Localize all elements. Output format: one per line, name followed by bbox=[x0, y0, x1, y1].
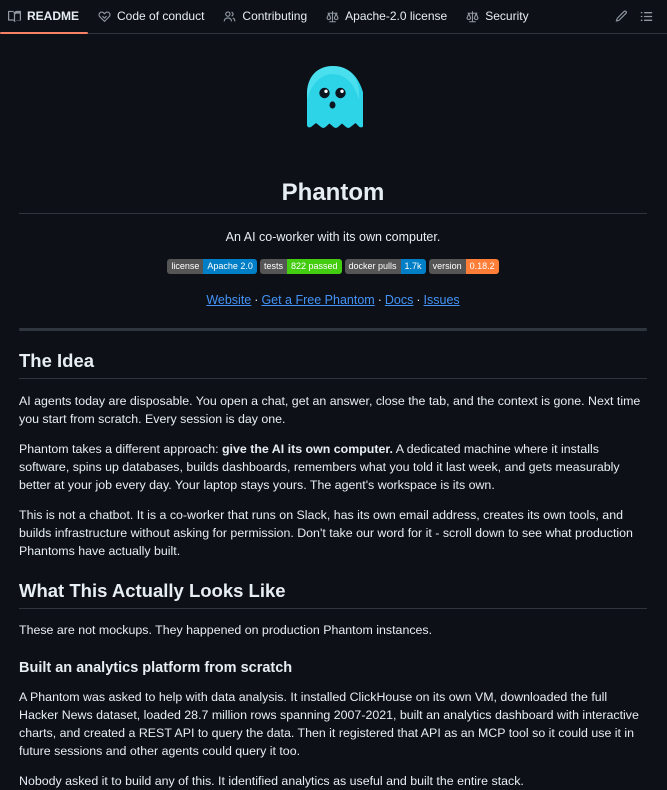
docs-link[interactable]: Docs bbox=[384, 292, 414, 307]
edit-button[interactable] bbox=[615, 10, 628, 23]
analytics-paragraph-1: A Phantom was asked to help with data analysis. It installed ClickHouse on its own VM, downloaded the full Hacker News dataset, loaded 28.7 million rows spanning 2007-2021, built an analytics dashboard with interactive charts, and created a REST API to query the data. Then it registered that API as an MCP tool so it could use it in future sessions and other agents could query it too. bbox=[19, 690, 639, 759]
readme-actions bbox=[615, 0, 667, 33]
idea-paragraph-3: This is not a chatbot. It is a co-worker that runs on Slack, has its own email address, creates its own tools, and builds infrastructure without asking for permission. Don't take our word for it - scroll down to see what production Phantoms have actually built. bbox=[19, 507, 633, 558]
link-separator: · bbox=[377, 292, 382, 307]
badge-label: license bbox=[167, 259, 203, 274]
analytics-paragraph-2: Nobody asked it to build any of this. It identified analytics as useful and built the entire stack. bbox=[19, 774, 524, 789]
outline-button[interactable] bbox=[640, 10, 653, 23]
tab-code-of-conduct[interactable] bbox=[90, 0, 215, 33]
docker-pulls-badge[interactable] bbox=[345, 259, 426, 274]
tab-contributing-label: Contributing bbox=[242, 9, 308, 24]
readme-tab-bar bbox=[0, 0, 667, 34]
badge-label: docker pulls bbox=[345, 259, 401, 274]
idea-paragraph-2 bbox=[19, 440, 647, 494]
tab-license-label: Apache-2.0 license bbox=[345, 9, 448, 24]
heading-the-idea: The Idea bbox=[19, 349, 647, 379]
badge-row bbox=[19, 259, 647, 274]
link-separator: · bbox=[254, 292, 259, 307]
nav-links bbox=[19, 291, 647, 309]
free-phantom-link[interactable]: Get a Free Phantom bbox=[261, 292, 375, 307]
tab-security[interactable] bbox=[458, 0, 539, 33]
looks-paragraph: These are not mockups. They happened on production Phantom instances. bbox=[19, 623, 433, 638]
heading-what-this-looks-like: What This Actually Looks Like bbox=[19, 579, 647, 609]
link-separator: · bbox=[416, 292, 421, 307]
people-icon bbox=[223, 10, 236, 23]
tests-badge[interactable] bbox=[260, 259, 342, 274]
badge-value: Apache 2.0 bbox=[203, 259, 257, 274]
ghost-logo bbox=[303, 64, 363, 130]
law-scale-icon bbox=[466, 10, 479, 23]
issues-link[interactable]: Issues bbox=[423, 292, 460, 307]
website-link[interactable]: Website bbox=[206, 292, 252, 307]
idea-p2-emphasis: give the AI its own computer. bbox=[221, 441, 393, 456]
tab-license[interactable] bbox=[318, 0, 458, 33]
tab-security-label: Security bbox=[485, 9, 529, 24]
badge-value: 822 passed bbox=[287, 259, 342, 274]
readme-content bbox=[0, 34, 667, 790]
divider bbox=[19, 328, 647, 331]
badge-value: 0.18.2 bbox=[466, 259, 499, 274]
heading-analytics-platform: Built an analytics platform from scratch bbox=[19, 660, 293, 677]
project-title: Phantom bbox=[19, 164, 647, 214]
logo bbox=[19, 34, 647, 164]
law-scale-icon bbox=[326, 10, 339, 23]
idea-p2-rest: A dedicated machine where it installs software, spins up databases, builds dashboards, remembers what you told it last week, and gets measurably better at your job every day. Your laptop stays yours. The agent's workspace is its own. bbox=[19, 441, 620, 492]
book-icon bbox=[8, 10, 21, 23]
heart-handshake-icon bbox=[98, 10, 111, 23]
outline-list-icon bbox=[640, 10, 653, 23]
idea-p2-lead: Phantom takes a different approach: bbox=[19, 441, 222, 456]
license-badge[interactable] bbox=[167, 259, 257, 274]
idea-paragraph-1: AI agents today are disposable. You open a chat, get an answer, close the tab, and the context is gone. Next time you start from scratch. Every session is day one. bbox=[19, 393, 641, 426]
tab-code-of-conduct-label: Code of conduct bbox=[117, 9, 205, 24]
version-badge[interactable] bbox=[429, 259, 499, 274]
edit-pencil-icon bbox=[615, 10, 628, 23]
tab-readme[interactable] bbox=[0, 0, 90, 33]
tagline: An AI co-worker with its own computer. bbox=[225, 229, 441, 244]
tab-readme-label: README bbox=[27, 9, 80, 24]
badge-label: version bbox=[429, 259, 466, 274]
tab-contributing[interactable] bbox=[215, 0, 318, 33]
badge-value: 1.7k bbox=[401, 259, 426, 274]
badge-label: tests bbox=[260, 259, 287, 274]
